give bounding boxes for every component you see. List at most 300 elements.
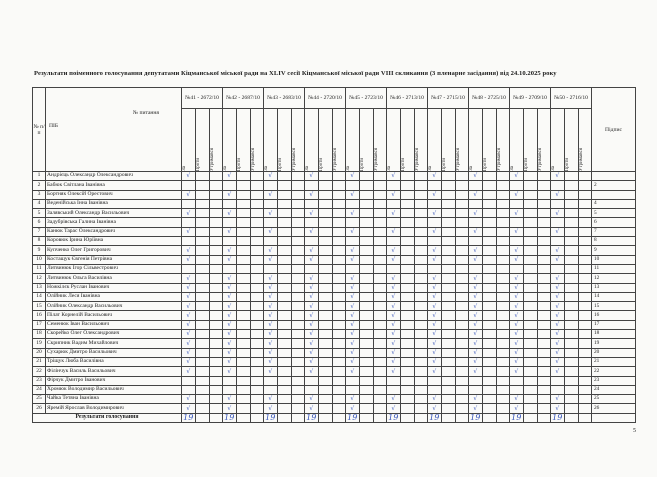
row-number: 15 bbox=[33, 302, 46, 311]
vote-cell bbox=[195, 274, 209, 283]
vote-mark: √ bbox=[510, 292, 524, 301]
vote-cell bbox=[428, 385, 442, 394]
vote-cell bbox=[400, 302, 414, 311]
vote-mark: √ bbox=[510, 395, 524, 404]
vote-mark: √ bbox=[182, 330, 196, 339]
vote-mark: √ bbox=[551, 339, 565, 348]
vote-cell bbox=[291, 385, 305, 394]
vote-cell bbox=[469, 376, 483, 385]
vote-option-header bbox=[209, 109, 223, 172]
vote-option-label: За bbox=[510, 166, 515, 171]
signature-cell: 6 bbox=[592, 218, 636, 227]
vote-cell bbox=[209, 283, 223, 292]
deputy-name: Олійник Леся Іванівна bbox=[46, 292, 182, 301]
vote-mark: √ bbox=[387, 246, 401, 255]
vote-cell bbox=[496, 181, 510, 190]
vote-cell bbox=[264, 385, 278, 394]
vote-cell bbox=[537, 348, 551, 357]
vote-cell bbox=[482, 199, 496, 208]
vote-option-label: Утримався bbox=[209, 147, 215, 171]
question-header: №48 - 2725/10 bbox=[469, 88, 510, 109]
vote-cell bbox=[578, 190, 592, 199]
vote-cell bbox=[195, 255, 209, 264]
deputy-name: Скорейко Олег Олександрович bbox=[46, 330, 182, 339]
vote-cell bbox=[209, 320, 223, 329]
vote-cell bbox=[291, 199, 305, 208]
vote-mark: √ bbox=[510, 330, 524, 339]
vote-cell bbox=[318, 172, 332, 181]
vote-mark: √ bbox=[387, 311, 401, 320]
vote-option-label: Проти bbox=[482, 157, 488, 171]
vote-cell bbox=[250, 376, 264, 385]
vote-cell bbox=[496, 190, 510, 199]
total-empty-cell bbox=[414, 413, 428, 422]
vote-option-label: Проти bbox=[359, 157, 365, 171]
vote-mark: √ bbox=[305, 274, 319, 283]
deputy-name: Скрипник Вадим Михайлович bbox=[46, 339, 182, 348]
deputy-row bbox=[33, 320, 636, 329]
vote-cell bbox=[414, 367, 428, 376]
vote-cell bbox=[523, 246, 537, 255]
vote-cell bbox=[564, 292, 578, 301]
vote-cell bbox=[332, 255, 346, 264]
vote-cell bbox=[455, 320, 469, 329]
vote-cell bbox=[346, 376, 360, 385]
vote-option-header bbox=[510, 109, 524, 172]
document-title: Результати поіменного голосування депутатами Кіцманської міської ради на XLIV сесії Кіцманської міської ради VIII скликання (3 пленарне засідання) від 24.10.2025 року bbox=[34, 70, 557, 77]
vote-cell bbox=[496, 330, 510, 339]
vote-option-header bbox=[318, 109, 332, 172]
vote-cell bbox=[236, 292, 250, 301]
deputy-name: Семенюк Іван Васильович bbox=[46, 320, 182, 329]
vote-cell bbox=[359, 209, 373, 218]
vote-cell bbox=[564, 209, 578, 218]
vote-cell bbox=[578, 209, 592, 218]
vote-cell bbox=[195, 311, 209, 320]
vote-cell bbox=[414, 385, 428, 394]
vote-cell bbox=[195, 404, 209, 413]
vote-cell bbox=[291, 246, 305, 255]
vote-cell bbox=[359, 385, 373, 394]
signature-cell: 16 bbox=[592, 311, 636, 320]
vote-mark: √ bbox=[551, 330, 565, 339]
vote-cell bbox=[346, 385, 360, 394]
vote-mark: √ bbox=[428, 339, 442, 348]
vote-cell bbox=[455, 283, 469, 292]
vote-cell bbox=[236, 172, 250, 181]
vote-cell bbox=[236, 311, 250, 320]
vote-cell bbox=[346, 264, 360, 273]
vote-mark: √ bbox=[469, 404, 483, 413]
question-header: №45 - 2723/10 bbox=[346, 88, 387, 109]
vote-cell bbox=[482, 209, 496, 218]
deputy-name: Філінчук Василь Васильович bbox=[46, 367, 182, 376]
vote-cell bbox=[400, 404, 414, 413]
vote-cell bbox=[414, 246, 428, 255]
vote-cell bbox=[318, 404, 332, 413]
vote-cell bbox=[414, 302, 428, 311]
vote-cell bbox=[373, 339, 387, 348]
vote-cell bbox=[537, 404, 551, 413]
vote-cell bbox=[236, 218, 250, 227]
vote-cell bbox=[400, 218, 414, 227]
vote-mark: √ bbox=[346, 227, 360, 236]
vote-cell bbox=[441, 357, 455, 366]
vote-cell bbox=[305, 376, 319, 385]
deputy-row bbox=[33, 348, 636, 357]
vote-cell bbox=[359, 339, 373, 348]
vote-cell bbox=[250, 330, 264, 339]
vote-cell bbox=[359, 292, 373, 301]
vote-mark: √ bbox=[346, 283, 360, 292]
vote-cell bbox=[209, 181, 223, 190]
vote-cell bbox=[277, 404, 291, 413]
deputy-row bbox=[33, 227, 636, 236]
vote-cell bbox=[305, 385, 319, 394]
vote-cell bbox=[318, 367, 332, 376]
vote-mark: √ bbox=[305, 255, 319, 264]
vote-cell bbox=[578, 320, 592, 329]
signature-cell: 17 bbox=[592, 320, 636, 329]
vote-cell bbox=[359, 395, 373, 404]
vote-cell bbox=[195, 357, 209, 366]
vote-mark: √ bbox=[264, 172, 278, 181]
vote-cell bbox=[250, 385, 264, 394]
deputy-name: Тріщук Люба Василівна bbox=[46, 357, 182, 366]
vote-option-header bbox=[346, 109, 360, 172]
total-empty-cell bbox=[209, 413, 223, 422]
vote-cell bbox=[277, 199, 291, 208]
row-number: 2 bbox=[33, 181, 46, 190]
vote-cell bbox=[482, 302, 496, 311]
vote-cell bbox=[482, 311, 496, 320]
vote-cell bbox=[578, 311, 592, 320]
vote-cell bbox=[523, 348, 537, 357]
vote-cell bbox=[578, 218, 592, 227]
vote-cell bbox=[291, 218, 305, 227]
vote-option-header bbox=[523, 109, 537, 172]
total-empty-cell bbox=[537, 413, 551, 422]
vote-cell bbox=[250, 283, 264, 292]
vote-cell bbox=[510, 218, 524, 227]
voting-table bbox=[32, 87, 636, 423]
vote-option-label: Утримався bbox=[496, 147, 502, 171]
vote-cell bbox=[441, 274, 455, 283]
vote-mark: √ bbox=[510, 246, 524, 255]
vote-mark: √ bbox=[223, 339, 237, 348]
signature-cell: 9 bbox=[592, 246, 636, 255]
vote-cell bbox=[496, 264, 510, 273]
vote-cell bbox=[564, 385, 578, 394]
vote-cell bbox=[455, 218, 469, 227]
vote-cell bbox=[236, 395, 250, 404]
vote-cell bbox=[318, 292, 332, 301]
vote-cell bbox=[359, 255, 373, 264]
vote-cell bbox=[359, 181, 373, 190]
vote-option-header bbox=[482, 109, 496, 172]
vote-mark: √ bbox=[387, 274, 401, 283]
vote-cell bbox=[250, 311, 264, 320]
vote-mark: √ bbox=[264, 209, 278, 218]
vote-cell bbox=[414, 227, 428, 236]
vote-cell bbox=[332, 181, 346, 190]
vote-cell bbox=[551, 218, 565, 227]
vote-cell bbox=[400, 367, 414, 376]
vote-cell bbox=[537, 264, 551, 273]
vote-cell bbox=[455, 330, 469, 339]
vote-mark: √ bbox=[551, 283, 565, 292]
total-value: 19 bbox=[265, 413, 276, 423]
vote-cell bbox=[400, 172, 414, 181]
vote-cell bbox=[359, 237, 373, 246]
vote-mark: √ bbox=[428, 292, 442, 301]
vote-mark: √ bbox=[551, 348, 565, 357]
vote-mark: √ bbox=[305, 404, 319, 413]
vote-mark: √ bbox=[223, 367, 237, 376]
vote-cell bbox=[291, 404, 305, 413]
vote-cell bbox=[441, 190, 455, 199]
vote-cell bbox=[537, 339, 551, 348]
vote-cell bbox=[236, 339, 250, 348]
deputy-name: Бортняк Олексій Орестович bbox=[46, 190, 182, 199]
vote-mark: √ bbox=[469, 395, 483, 404]
vote-cell bbox=[318, 218, 332, 227]
vote-cell bbox=[523, 227, 537, 236]
vote-cell bbox=[195, 237, 209, 246]
vote-cell bbox=[236, 348, 250, 357]
vote-cell bbox=[414, 357, 428, 366]
vote-cell bbox=[400, 237, 414, 246]
vote-cell bbox=[277, 320, 291, 329]
vote-mark: √ bbox=[223, 302, 237, 311]
vote-option-header bbox=[441, 109, 455, 172]
vote-mark: √ bbox=[510, 283, 524, 292]
vote-cell bbox=[209, 395, 223, 404]
vote-cell bbox=[277, 376, 291, 385]
vote-cell bbox=[318, 237, 332, 246]
vote-cell bbox=[537, 255, 551, 264]
vote-mark: √ bbox=[428, 330, 442, 339]
vote-mark: √ bbox=[182, 311, 196, 320]
vote-cell bbox=[414, 218, 428, 227]
vote-option-header bbox=[428, 109, 442, 172]
vote-cell bbox=[441, 227, 455, 236]
vote-cell bbox=[551, 385, 565, 394]
vote-option-header bbox=[305, 109, 319, 172]
vote-cell bbox=[264, 237, 278, 246]
vote-mark: √ bbox=[428, 246, 442, 255]
vote-mark: √ bbox=[223, 283, 237, 292]
deputy-row bbox=[33, 339, 636, 348]
signature-cell: 2 bbox=[592, 181, 636, 190]
vote-cell bbox=[209, 190, 223, 199]
vote-cell bbox=[523, 376, 537, 385]
row-number: 11 bbox=[33, 264, 46, 273]
vote-mark: √ bbox=[387, 367, 401, 376]
vote-cell bbox=[523, 385, 537, 394]
vote-mark: √ bbox=[510, 274, 524, 283]
header-number: № п/п bbox=[33, 88, 46, 172]
total-empty-cell bbox=[291, 413, 305, 422]
vote-cell bbox=[564, 264, 578, 273]
vote-cell bbox=[305, 181, 319, 190]
deputy-row bbox=[33, 395, 636, 404]
vote-mark: √ bbox=[346, 348, 360, 357]
vote-cell bbox=[195, 227, 209, 236]
deputy-name: Чайка Тетяна Іванівна bbox=[46, 395, 182, 404]
vote-cell bbox=[564, 311, 578, 320]
vote-cell bbox=[373, 348, 387, 357]
vote-cell bbox=[332, 190, 346, 199]
vote-cell bbox=[373, 264, 387, 273]
vote-cell bbox=[236, 246, 250, 255]
vote-mark: √ bbox=[346, 339, 360, 348]
deputy-name: Яремій Ярослав Володимирович bbox=[46, 404, 182, 413]
signature-cell: 10 bbox=[592, 255, 636, 264]
vote-cell bbox=[373, 246, 387, 255]
vote-mark: √ bbox=[305, 348, 319, 357]
vote-cell bbox=[195, 330, 209, 339]
vote-mark: √ bbox=[387, 302, 401, 311]
vote-mark: √ bbox=[305, 395, 319, 404]
vote-cell bbox=[332, 357, 346, 366]
vote-cell bbox=[209, 218, 223, 227]
question-header: №43 - 2683/10 bbox=[264, 88, 305, 109]
signature-cell: 13 bbox=[592, 283, 636, 292]
vote-cell bbox=[496, 376, 510, 385]
vote-option-label: Проти bbox=[318, 157, 324, 171]
vote-cell bbox=[578, 404, 592, 413]
vote-cell bbox=[455, 376, 469, 385]
vote-mark: √ bbox=[346, 395, 360, 404]
vote-cell bbox=[523, 209, 537, 218]
vote-cell bbox=[578, 292, 592, 301]
vote-cell bbox=[441, 302, 455, 311]
vote-mark: √ bbox=[223, 357, 237, 366]
vote-cell bbox=[209, 302, 223, 311]
vote-mark: √ bbox=[510, 404, 524, 413]
vote-mark: √ bbox=[469, 209, 483, 218]
vote-mark: √ bbox=[182, 357, 196, 366]
vote-cell bbox=[236, 320, 250, 329]
vote-cell bbox=[318, 181, 332, 190]
vote-cell bbox=[359, 218, 373, 227]
vote-cell bbox=[496, 255, 510, 264]
vote-mark: √ bbox=[182, 190, 196, 199]
vote-option-header bbox=[264, 109, 278, 172]
vote-cell bbox=[318, 264, 332, 273]
question-header: №44 - 2720/10 bbox=[305, 88, 346, 109]
deputy-row bbox=[33, 292, 636, 301]
signature-cell bbox=[592, 190, 636, 199]
vote-cell bbox=[291, 357, 305, 366]
vote-cell bbox=[236, 357, 250, 366]
vote-mark: √ bbox=[469, 311, 483, 320]
vote-mark: √ bbox=[551, 357, 565, 366]
row-number: 20 bbox=[33, 348, 46, 357]
vote-mark: √ bbox=[305, 311, 319, 320]
vote-cell bbox=[195, 181, 209, 190]
vote-cell bbox=[277, 218, 291, 227]
vote-cell bbox=[441, 209, 455, 218]
vote-cell bbox=[359, 348, 373, 357]
vote-mark: √ bbox=[551, 404, 565, 413]
deputy-row bbox=[33, 209, 636, 218]
vote-cell bbox=[195, 376, 209, 385]
vote-mark: √ bbox=[428, 320, 442, 329]
vote-cell bbox=[291, 348, 305, 357]
vote-cell bbox=[414, 181, 428, 190]
vote-cell bbox=[250, 172, 264, 181]
vote-mark: √ bbox=[510, 255, 524, 264]
signature-cell: 8 bbox=[592, 237, 636, 246]
vote-cell bbox=[523, 264, 537, 273]
vote-cell bbox=[523, 199, 537, 208]
vote-cell bbox=[250, 302, 264, 311]
total-value: 19 bbox=[183, 413, 194, 423]
header-question: № питання bbox=[132, 110, 159, 116]
vote-mark: √ bbox=[305, 190, 319, 199]
vote-mark: √ bbox=[182, 283, 196, 292]
vote-cell bbox=[318, 283, 332, 292]
vote-cell bbox=[332, 348, 346, 357]
vote-cell bbox=[564, 348, 578, 357]
vote-cell bbox=[469, 264, 483, 273]
vote-cell bbox=[523, 190, 537, 199]
total-empty-cell bbox=[400, 413, 414, 422]
vote-cell bbox=[373, 255, 387, 264]
vote-cell bbox=[195, 385, 209, 394]
deputy-name: Ножкілєк Руслан Іванович bbox=[46, 283, 182, 292]
vote-mark: √ bbox=[469, 246, 483, 255]
vote-mark: √ bbox=[387, 339, 401, 348]
vote-mark: √ bbox=[223, 190, 237, 199]
totals-label: Результати голосування bbox=[33, 413, 182, 422]
vote-cell bbox=[482, 376, 496, 385]
vote-cell bbox=[277, 246, 291, 255]
vote-cell bbox=[373, 292, 387, 301]
vote-cell bbox=[250, 255, 264, 264]
vote-cell bbox=[455, 367, 469, 376]
vote-cell bbox=[482, 348, 496, 357]
row-number: 19 bbox=[33, 339, 46, 348]
vote-cell bbox=[482, 395, 496, 404]
vote-cell bbox=[277, 255, 291, 264]
vote-cell bbox=[250, 395, 264, 404]
vote-cell bbox=[318, 339, 332, 348]
vote-cell bbox=[209, 385, 223, 394]
vote-mark: √ bbox=[305, 209, 319, 218]
vote-cell bbox=[428, 199, 442, 208]
vote-mark: √ bbox=[305, 330, 319, 339]
vote-mark: √ bbox=[387, 283, 401, 292]
row-number: 3 bbox=[33, 190, 46, 199]
vote-cell bbox=[564, 181, 578, 190]
vote-mark: √ bbox=[346, 320, 360, 329]
deputy-row bbox=[33, 199, 636, 208]
row-number: 9 bbox=[33, 246, 46, 255]
vote-mark: √ bbox=[428, 283, 442, 292]
vote-cell bbox=[209, 237, 223, 246]
deputy-name: Андрієць Олександр Олександрович bbox=[46, 172, 182, 181]
vote-option-label: Проти bbox=[564, 157, 570, 171]
vote-mark: √ bbox=[182, 320, 196, 329]
vote-cell bbox=[400, 264, 414, 273]
vote-cell bbox=[209, 255, 223, 264]
deputy-row bbox=[33, 376, 636, 385]
vote-cell bbox=[578, 367, 592, 376]
deputy-row bbox=[33, 246, 636, 255]
